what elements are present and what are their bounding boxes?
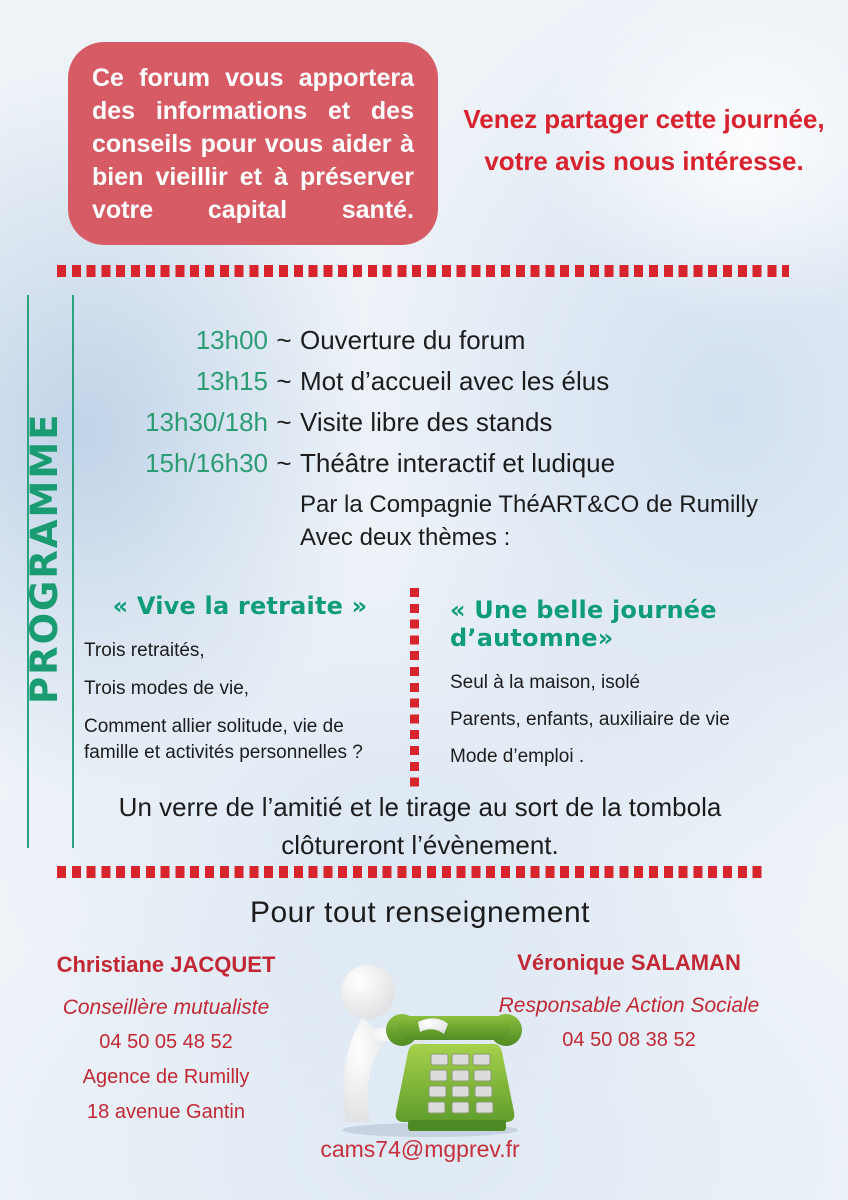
schedule-separator: ~ bbox=[276, 407, 292, 437]
schedule-activity: Théâtre interactif et ludique bbox=[300, 448, 616, 478]
contact-email: cams74@mgprev.fr bbox=[320, 1136, 520, 1162]
schedule-separator: ~ bbox=[276, 448, 292, 478]
schedule-row bbox=[70, 324, 790, 356]
closing-line-1: Un verre de l’amitié et le tirage au sort de la tombola bbox=[118, 792, 722, 822]
programme-vertical-label: PROGRAMME bbox=[23, 412, 66, 704]
intro-box bbox=[68, 42, 438, 245]
theme-item: Mode d’emploi . bbox=[450, 746, 585, 767]
schedule-activity: Ouverture du forum bbox=[300, 325, 526, 355]
schedule-row bbox=[70, 406, 790, 438]
closing-line-2: clôtureront l’évènement. bbox=[281, 830, 559, 860]
schedule-time: 13h15 bbox=[195, 366, 268, 396]
contact-name: Véronique SALAMAN bbox=[517, 950, 741, 975]
schedule-time: 15h/16h30 bbox=[145, 448, 268, 478]
contact-role: Responsable Action Sociale bbox=[498, 994, 760, 1017]
contact-card-veronique-salaman bbox=[495, 950, 763, 1064]
schedule-separator: ~ bbox=[276, 366, 292, 396]
closing-text bbox=[74, 788, 766, 864]
contact-heading: Pour tout renseignement bbox=[249, 896, 591, 929]
schedule-themes-intro: Avec deux thèmes : bbox=[300, 524, 511, 551]
dotted-divider-vertical bbox=[410, 588, 419, 792]
theme-item: Seul à la maison, isolé bbox=[450, 672, 641, 693]
contact-address: 18 avenue Gantin bbox=[87, 1101, 245, 1123]
slogan-line-2: votre avis nous intéresse. bbox=[484, 146, 804, 176]
schedule-row bbox=[70, 365, 790, 397]
schedule-time: 13h00 bbox=[195, 325, 268, 355]
contact-card-christiane-jacquet bbox=[40, 952, 292, 1136]
contact-agency: Agence de Rumilly bbox=[82, 1066, 250, 1088]
intro-text: Ce forum vous apportera des informations et des conseils pour vous aider à bien vieillir et à préserver votre capital santé. bbox=[92, 64, 414, 224]
theme-item: Comment allier solitude, vie de famille et activités personnelles ? bbox=[84, 716, 363, 763]
theme-item: Trois retraités, bbox=[84, 640, 205, 661]
schedule-time: 13h30/18h bbox=[145, 407, 268, 437]
dotted-divider-bottom bbox=[57, 866, 763, 878]
dotted-divider-top bbox=[57, 265, 789, 277]
slogan bbox=[448, 98, 840, 182]
theme-column-left bbox=[84, 592, 396, 778]
slogan-line-1: Venez partager cette journée, bbox=[463, 104, 825, 134]
theme-title-left: « Vive la retraite » bbox=[112, 592, 368, 620]
schedule-separator: ~ bbox=[276, 325, 292, 355]
contact-phone: 04 50 08 38 52 bbox=[562, 1029, 696, 1051]
theme-item: Parents, enfants, auxiliaire de vie bbox=[450, 709, 730, 730]
schedule-company-line: Par la Compagnie ThéART&CO de Rumilly bbox=[300, 491, 758, 518]
schedule bbox=[70, 324, 790, 554]
schedule-row bbox=[70, 447, 790, 479]
theme-title-right: « Une belle journée d’automne» bbox=[450, 596, 717, 652]
figure-with-green-phone-illustration bbox=[318, 962, 523, 1138]
schedule-activity: Visite libre des stands bbox=[300, 407, 553, 437]
schedule-activity: Mot d’accueil avec les élus bbox=[300, 366, 610, 396]
theme-item: Trois modes de vie, bbox=[84, 678, 250, 699]
contact-name: Christiane JACQUET bbox=[56, 952, 276, 977]
theme-column-right bbox=[450, 596, 798, 781]
contact-role: Conseillère mutualiste bbox=[62, 996, 270, 1019]
contact-phone: 04 50 05 48 52 bbox=[99, 1031, 233, 1053]
